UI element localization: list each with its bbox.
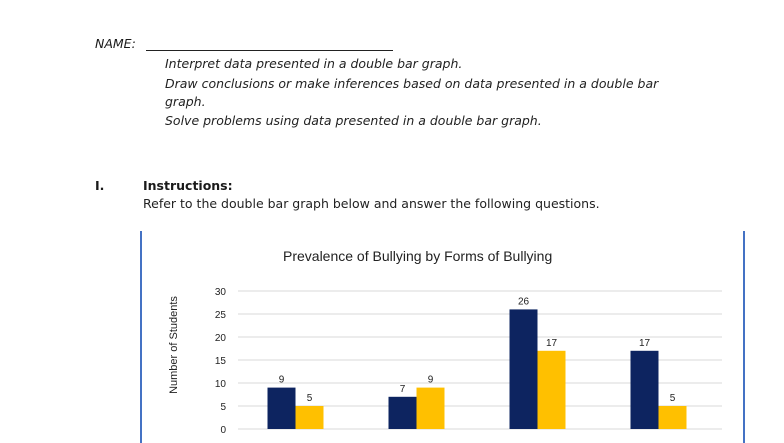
y-tick-label: 5: [220, 402, 226, 413]
section-title: Instructions:: [143, 178, 233, 193]
bar: [417, 388, 445, 429]
y-tick-label: 30: [214, 287, 226, 298]
bar: [538, 351, 566, 429]
bar: [296, 406, 324, 429]
chart-title: Prevalence of Bullying by Forms of Bullying: [283, 248, 553, 264]
bar: [389, 397, 417, 429]
chart-border-left: [140, 231, 142, 443]
objective-2-continued: graph.: [165, 94, 206, 109]
name-label: NAME:: [95, 36, 136, 51]
data-label: 5: [669, 393, 676, 404]
data-label: 26: [517, 296, 530, 308]
data-label: 17: [638, 337, 651, 349]
y-tick-label: 0: [220, 425, 226, 436]
chart-border-right: [743, 231, 745, 443]
objective-2: Draw conclusions or make inferences based on data presented in a double bar: [165, 76, 659, 91]
data-label: 9: [278, 374, 285, 386]
y-axis-label: Number of Students: [168, 296, 180, 394]
instructions-text: Refer to the double bar graph below and answer the following questions.: [143, 196, 600, 211]
data-label: 5: [306, 393, 313, 404]
y-tick-label: 25: [214, 310, 226, 321]
y-tick-label: 10: [214, 379, 226, 390]
data-label: 17: [545, 337, 558, 349]
objective-1: Interpret data presented in a double bar graph.: [165, 56, 463, 71]
name-field-line[interactable]: [146, 50, 393, 51]
objective-3: Solve problems using data presented in a double bar graph.: [165, 113, 542, 128]
y-tick-label: 20: [214, 333, 226, 344]
data-label: 7: [399, 383, 406, 395]
bar: [268, 388, 296, 429]
bar: [510, 309, 538, 429]
data-label: 9: [427, 374, 434, 386]
bar: [659, 406, 687, 429]
y-tick-label: 15: [214, 356, 226, 367]
section-number: I.: [95, 178, 105, 193]
bar: [631, 351, 659, 429]
